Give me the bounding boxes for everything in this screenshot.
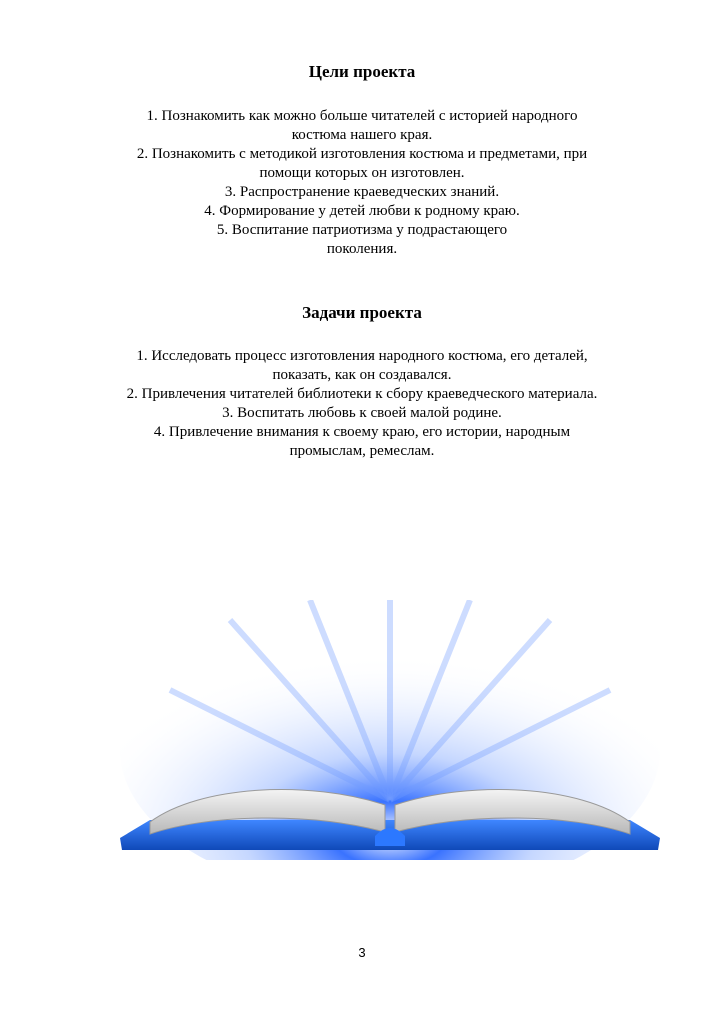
page-number: 3 (358, 945, 366, 960)
list-item (0, 404, 724, 423)
list-item-line: костюма нашего края. (291, 127, 433, 143)
goals-list (0, 107, 724, 259)
list-item-line: показать, как он создавался. (272, 367, 452, 383)
tasks-title: Задачи проекта (302, 303, 422, 322)
list-item (0, 107, 724, 145)
list-item-line: помощи которых он изготовлен. (259, 165, 465, 181)
tasks-list (0, 347, 724, 461)
open-book-icon (110, 600, 670, 860)
list-item (0, 385, 724, 404)
list-item-line: 3. Распространение краеведческих знаний. (224, 184, 500, 200)
list-item-line: 2. Привлечения читателей библиотеки к сбору краеведческого материала. (126, 386, 598, 402)
list-item (0, 347, 724, 385)
list-item-line: 3. Воспитать любовь к своей малой родине. (222, 405, 502, 421)
list-item-line: 1. Исследовать процесс изготовления народного костюма, его деталей, (136, 348, 588, 364)
list-item (0, 202, 724, 221)
list-item (0, 423, 724, 461)
goals-title: Цели проекта (308, 62, 416, 81)
list-item-line: промыслам, ремеслам. (289, 443, 435, 459)
list-item (0, 221, 724, 259)
list-item-line: 4. Формирование у детей любви к родному краю. (204, 203, 520, 219)
list-item (0, 183, 724, 202)
list-item-line: 1. Познакомить как можно больше читателей с историей народного (146, 108, 578, 124)
list-item-line: 5. Воспитание патриотизма у подрастающего (216, 222, 508, 238)
list-item-line: 4. Привлечение внимания к своему краю, его истории, народным (153, 424, 571, 440)
list-item (0, 145, 724, 183)
list-item-line: 2. Познакомить с методикой изготовления костюма и предметами, при (136, 146, 588, 162)
list-item-line: поколения. (326, 241, 398, 257)
